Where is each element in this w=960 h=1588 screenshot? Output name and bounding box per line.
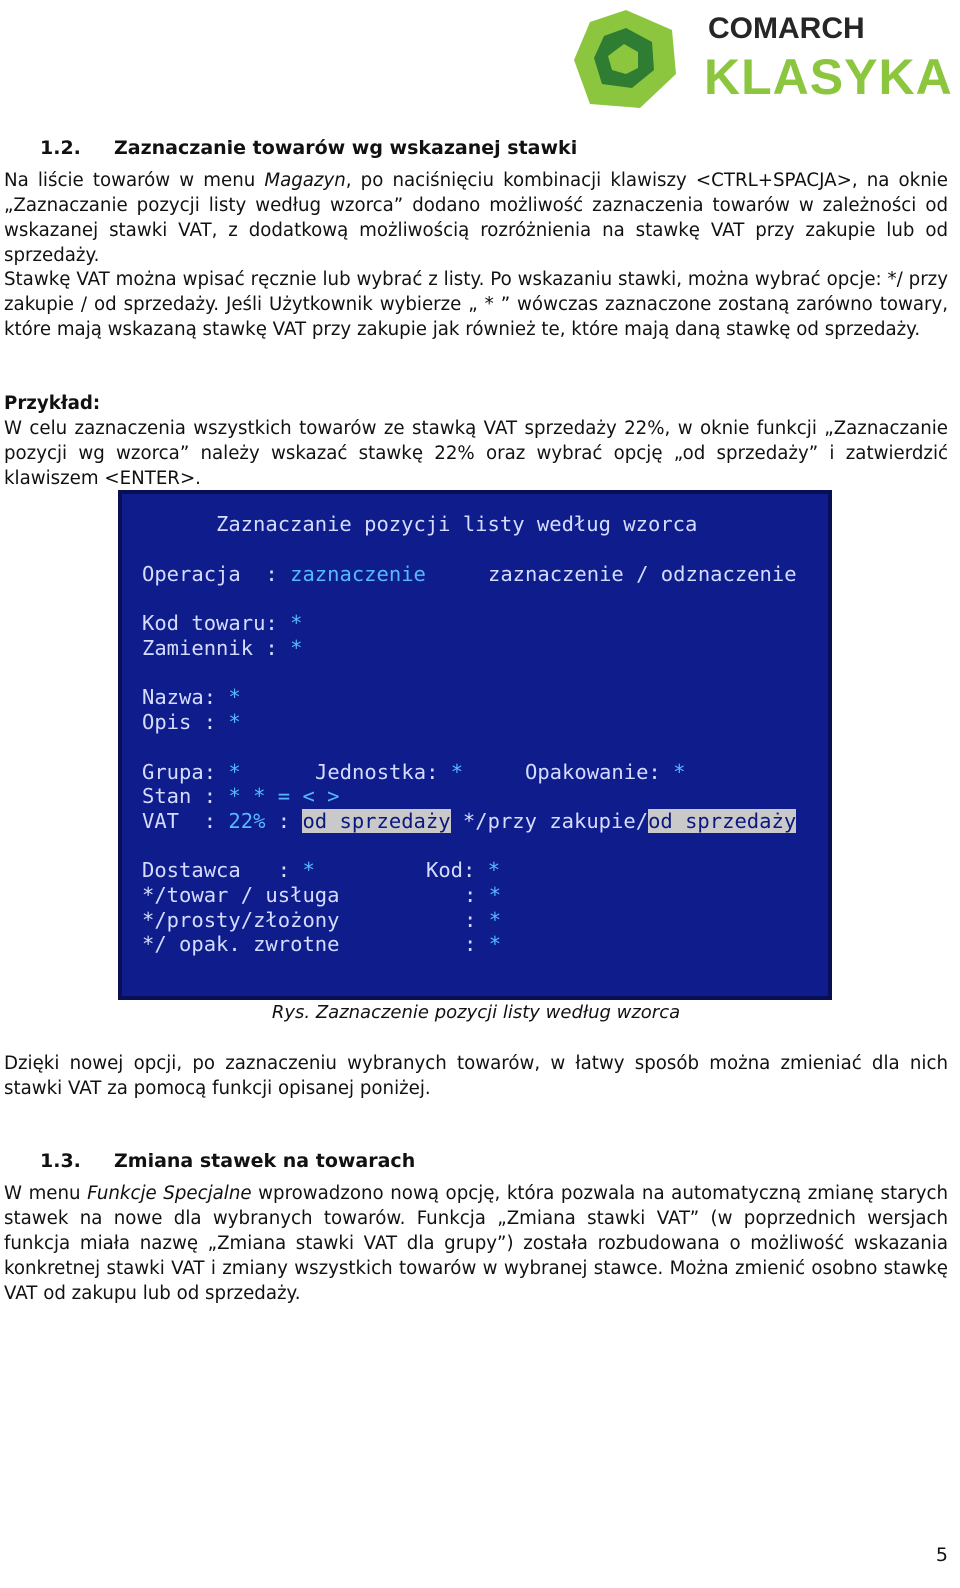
nazwa-value: * xyxy=(228,685,241,709)
logo-text-comarch: COMARCH xyxy=(708,12,865,45)
opis-value: * xyxy=(228,710,241,734)
operacja-row xyxy=(142,562,426,586)
section-title: Zaznaczanie towarów wg wskazanej stawki xyxy=(114,137,578,159)
grupa-label: Grupa: xyxy=(142,760,229,784)
prosty-zlozony-label: */prosty/złożony xyxy=(142,908,340,932)
grupa-value: * xyxy=(228,760,241,784)
prosty-zlozony-value: * xyxy=(488,908,502,932)
menu-name-magazyn: Magazyn xyxy=(264,170,346,191)
kod-label: Kod: xyxy=(426,858,488,882)
zamiennik-value: * xyxy=(290,636,303,660)
paragraph-intro xyxy=(4,168,948,268)
jednostka-value: * xyxy=(450,760,464,784)
prosty-zlozony-separator: : xyxy=(464,908,489,932)
operacja-options: zaznaczenie / odznaczenie xyxy=(488,562,797,586)
prosty-zlozony-value-wrap xyxy=(464,908,501,932)
grupa-row xyxy=(142,760,241,784)
stan-label: Stan : xyxy=(142,784,229,808)
text-run: W menu xyxy=(4,1183,88,1204)
section-number: 1.2. xyxy=(40,137,81,159)
section-title: Zmiana stawek na towarach xyxy=(114,1150,416,1172)
example-label: Przykład: xyxy=(4,393,101,414)
screen-title: Zaznaczanie pozycji listy według wzorca xyxy=(216,512,698,536)
text-run: Na liście towarów w menu xyxy=(4,170,265,191)
section-heading-1-2 xyxy=(40,137,577,159)
kod-towaru-label: Kod towaru: xyxy=(142,611,291,635)
nazwa-row xyxy=(142,685,241,709)
terminal-screenshot xyxy=(118,490,832,1000)
opak-zwrotne-value-wrap xyxy=(464,932,501,956)
kod-towaru-row xyxy=(142,611,302,635)
paragraph-after-figure: Dzięki nowej opcji, po zaznaczeniu wybranych towarów, w łatwy sposób można zmieniać dla nich stawki VAT za pomocą funkcji opisanej poniżej. xyxy=(4,1053,948,1099)
section-heading-1-3 xyxy=(40,1150,415,1172)
paragraph-example: W celu zaznaczenia wszystkich towarów ze stawką VAT sprzedaży 22%, w oknie funkcji „Zaznaczanie pozycji wg wzorca” należy wskazać stawkę 22% oraz wybrać opcję „od sprzedaży” i zatwierdzić klawiszem <ENTER>. xyxy=(4,418,948,489)
towar-usluga-label: */towar / usługa xyxy=(142,883,340,907)
kod-value: * xyxy=(487,858,501,882)
opakowanie-label: Opakowanie: xyxy=(525,760,674,784)
operacja-label: Operacja : xyxy=(142,562,291,586)
vat-options: */przy zakupie/ xyxy=(450,809,649,833)
opak-zwrotne-separator: : xyxy=(464,932,489,956)
jednostka-label: Jednostka: xyxy=(315,760,451,784)
text-run: wprowadzono nową opcję, która pozwala na automatyczną zmianę starych stawek na nowe dla wybranych towarów. Funkcja „Zmiana stawki VAT” (w poprzednich wersjach funkcja miała nazwę „Zmiana stawki VAT dla grupy”) została rozbudowana o możliwość wskazania konkretnej stawki VAT i zmiany wszystkich towarów w wybranej stawce. Można zmienić osobno stawkę VAT od zakupu lub od sprzedaży. xyxy=(4,1183,948,1304)
menu-name-funkcje-specjalne: Funkcje Specjalne xyxy=(87,1183,252,1204)
zamiennik-row xyxy=(142,636,302,660)
comarch-klasyka-logo xyxy=(572,8,953,112)
opak-zwrotne-row xyxy=(142,932,339,956)
vat-selected-option: od sprzedaży xyxy=(302,809,451,833)
operacja-value: zaznaczenie xyxy=(290,562,426,586)
towar-usluga-separator: : xyxy=(464,883,489,907)
zamiennik-label: Zamiennik : xyxy=(142,636,291,660)
paragraph-funkcje-specjalne xyxy=(4,1181,948,1306)
stan-row xyxy=(142,784,340,808)
text-run: , po naciśnięciu kombinacji klawiszy <CTRL+SPACJA>, na oknie „Zaznaczanie pozycji listy według wzorca” dodano możliwość zaznaczenia towarów w zależności od wskazanej stawki VAT, z dodatkową możliwością rozróżnienia na stawkę VAT przy zakupie lub od sprzedaży. xyxy=(4,170,948,266)
towar-usluga-value: * xyxy=(488,883,502,907)
jednostka-row xyxy=(315,760,463,784)
dostawca-row xyxy=(142,858,315,882)
vat-separator: : xyxy=(265,809,303,833)
kod-row xyxy=(426,858,500,882)
stan-value: * * = < > xyxy=(228,784,340,808)
opis-row xyxy=(142,710,241,734)
towar-usluga-row xyxy=(142,883,339,907)
towar-usluga-value-wrap xyxy=(464,883,501,907)
opakowanie-row xyxy=(525,760,685,784)
opis-label: Opis : xyxy=(142,710,229,734)
opak-zwrotne-label: */ opak. zwrotne xyxy=(142,932,340,956)
nazwa-label: Nazwa: xyxy=(142,685,229,709)
vat-option-highlighted: od sprzedaży xyxy=(648,809,797,833)
opak-zwrotne-value: * xyxy=(488,932,502,956)
kod-towaru-value: * xyxy=(290,611,303,635)
paragraph-vat-options: Stawkę VAT można wpisać ręcznie lub wybrać z listy. Po wskazaniu stawki, można wybrać opcje: */ przy zakupie / od sprzedaży. Jeśli Użytkownik wybierze „ * ” wówczas zaznaczone zostaną zarówno towary, które mają wskazaną stawkę VAT przy zakupie jak również te, które mają daną stawkę od sprzedaży. xyxy=(4,269,948,340)
section-number: 1.3. xyxy=(40,1150,81,1172)
vat-row xyxy=(142,809,796,833)
opakowanie-value: * xyxy=(673,760,686,784)
prosty-zlozony-row xyxy=(142,908,339,932)
page-number: 5 xyxy=(935,1544,948,1566)
dostawca-label: Dostawca : xyxy=(142,858,303,882)
figure-caption: Rys. Zaznaczenie pozycji listy według wzorca xyxy=(271,1002,681,1023)
vat-value: 22% xyxy=(228,809,266,833)
dostawca-value: * xyxy=(302,858,315,882)
vat-label: VAT : xyxy=(142,809,229,833)
logo-emblem-icon xyxy=(572,8,680,112)
logo-text-klasyka: KLASYKA xyxy=(704,49,953,105)
